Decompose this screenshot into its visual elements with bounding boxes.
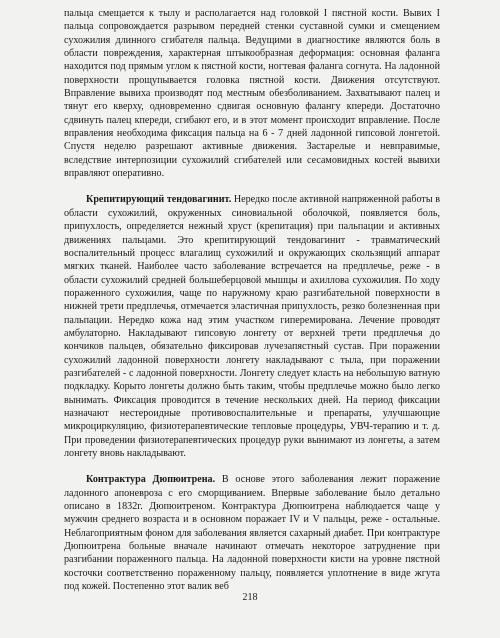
page-number: 218 xyxy=(242,592,258,603)
paragraph-thumb-dislocation xyxy=(64,7,440,180)
section-title: Крепитирующий тендовагинит. xyxy=(86,194,232,206)
paragraph-text: пальца смещается к тылу и располагается над головкой I пястной кости. Вывих I пальца сопровождается разрывом передней стенки суставной сумки и смещением сухожилия длинного сгибателя пальца. Ведущими в диагностике являются боль в области повреждения, характерная штыкообразная деформация: основная фаланга находится под прямым углом к пястной кости, ногтевая фаланга согнута. На ладонной поверхности прощупывается головка пястной кости. Движения отсутствуют. Вправление вывиха производят под местным обезболиванием. Захватывают палец и тянут его кверху, одновременно сдвигая основную фалангу кпереди. Достаточно сдвинуть палец кпереди, сгибают его, и в этот момент происходит вправление. После вправления необходима фиксация пальца на 6 - 7 дней ладонной гипсовой лонгетой. Спустя неделю разрешают активные движения. Застарелые и невправимые, вследствие интерпозиции сухожилий сгибателей или сесамовидных костей вывихи вправляют оперативно. xyxy=(64,8,440,180)
paragraph-gap xyxy=(64,180,440,193)
paragraph-gap xyxy=(64,460,440,473)
paragraph-dupuytren-contracture xyxy=(64,473,440,593)
section-title: Контрактура Дюпюитрена. xyxy=(86,474,216,486)
paragraph-crepitant-tendovaginitis xyxy=(64,193,440,460)
paragraph-text: Нередко после активной напряженной работы в области сухожилий, окруженных синовиальной оболочкой, появляется боль, припухлость, определяется нежный хруст (крепитация) при пальпации и активных движениях пальцами. Это крепитирующий тендовагинит - травматический воспалительный процесс влагалищ сухожилий и окружающих скользящий аппарат мягких тканей. Наиболее часто заболевание встречается на предплечье, реже - в области сухожилий средней большеберцовой мышцы и ахиллова сухожилия. По ходу пораженного сухожилия, чаще по наружному краю разгибательной поверхности в нижней трети предплечья, отмечается эластичная припухлость, резко болезненная при пальпации. Нередко кожа над этим участком гиперемирована. Лечение проводят амбулаторно. Накладывают гипсовую лонгету от верхней трети предплечья до кончиков пальцев, обязательно фиксировав лучезапястный сустав. При поражении сухожилий ладонной поверхности лонгету накладывают с тыла, при поражении разгибателей - с ладонной поверхности. Лонгету следует класть на небольшую ватную подкладку. Корыто лонгеты должно быть таким, чтобы предплечье можно было легко вынимать. Фиксация проводится в течение нескольких дней. На период фиксации назначают нестероидные противовоспалительные и препараты, улучшающие микроциркуляцию, физиотерапевтические тепловые процедуры, УВЧ-терапию и т. д. При проведении физиотерапевтических процедур руки вынимают из лонгеты, а затем лонгету вновь накладывают. xyxy=(64,194,440,459)
paragraph-text: В основе этого заболевания лежит поражение ладонного апоневроза с его сморщиванием. Впервые заболевание было детально описано в 1832г. Дюпюитреном. Контрактура Дюпюитрена наблюдается чаще у мужчин среднего возраста и в основном поражает IV и V пальцы, реже - остальные. Неблагоприятным фоном для заболевания является сахарный диабет. При контрактуре Дюпюитрена больные вначале начинают отмечать некоторое затруднение при разгибании пораженного пальца. На ладонной поверхности кисти на уровне пястной косточки соответственно пораженному пальцу, появляется уплотнение в виде жгута под кожей. Постепенно этот валик веб xyxy=(64,474,441,593)
